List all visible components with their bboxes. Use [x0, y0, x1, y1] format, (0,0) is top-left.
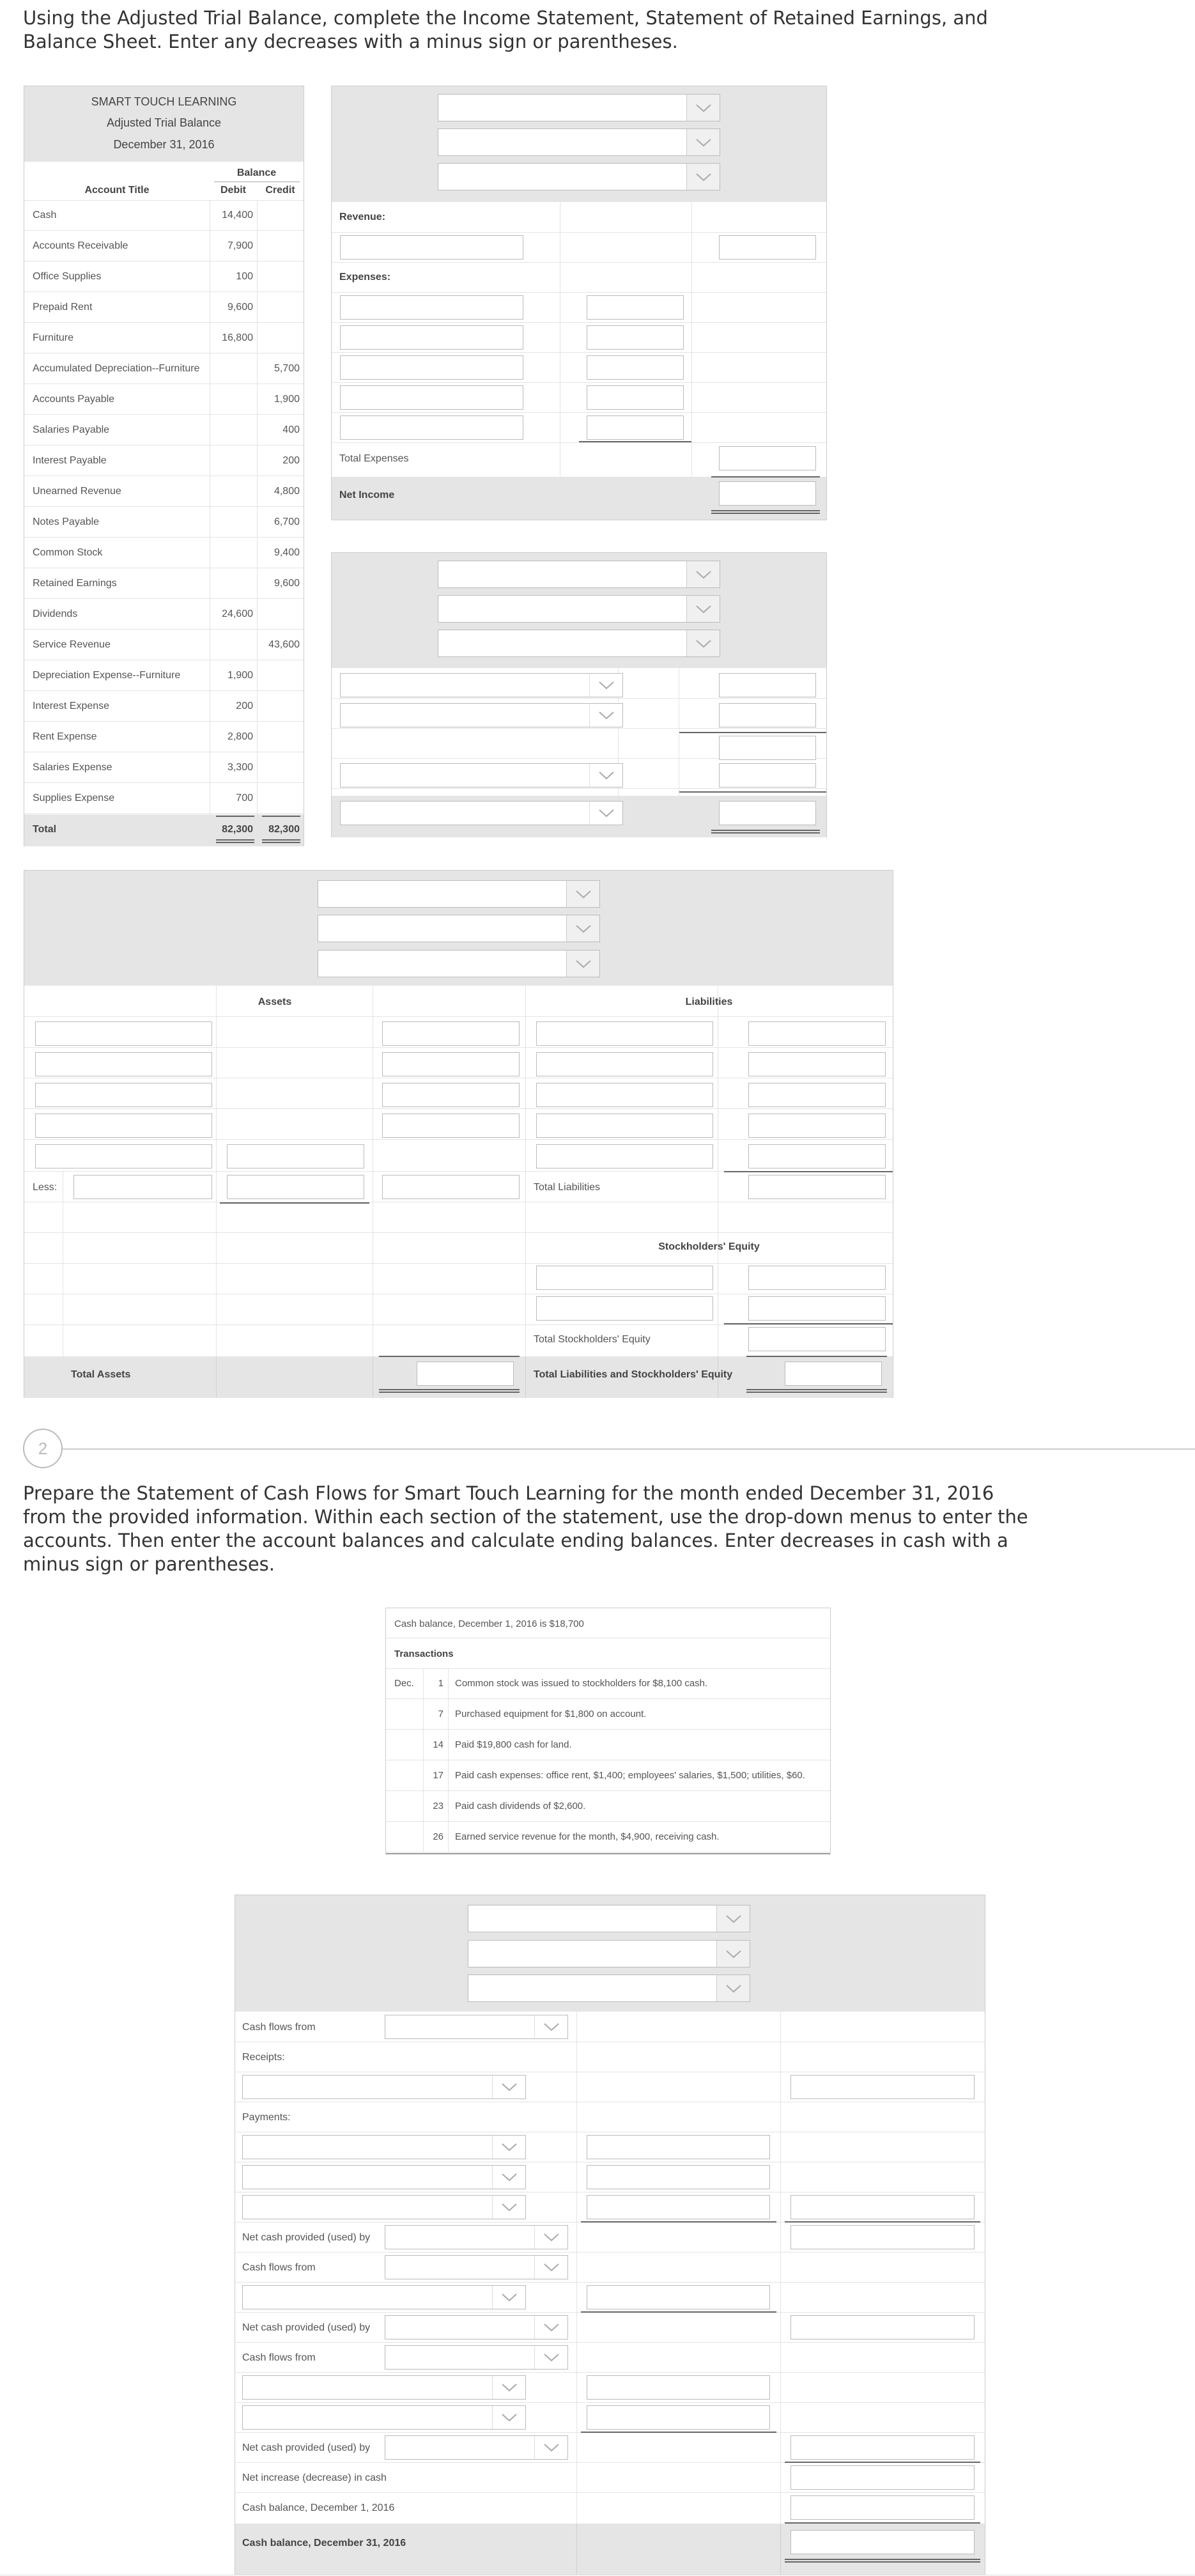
account-title: Unearned Revenue: [33, 486, 121, 497]
transactions-header: Transactions: [394, 1649, 454, 1659]
transaction-text: Paid cash dividends of $2,600.: [455, 1801, 586, 1812]
account-title: Accounts Payable: [33, 394, 115, 405]
re-less-amount-input[interactable]: [719, 763, 816, 788]
account-title: Accounts Receivable: [33, 240, 128, 251]
cf-investing-from-label: Cash flows from: [242, 2262, 316, 2273]
bs-statement-date-dropdown[interactable]: [318, 950, 600, 977]
less-amount-input[interactable]: [227, 1175, 364, 1199]
account-title: Cash: [33, 210, 57, 221]
cf-net-operating-input[interactable]: [790, 2225, 975, 2249]
credit-amount: 400: [282, 424, 300, 435]
trial-balance-row: [24, 231, 304, 261]
account-title: Salaries Payable: [33, 424, 110, 435]
transaction-text: Earned service revenue for the month, $4,900, receiving cash.: [455, 1831, 720, 1842]
total-liabilities-input[interactable]: [748, 1175, 886, 1199]
cf-financing-account-dropdown-1[interactable]: [242, 2375, 526, 2400]
adjusted-trial-balance: [24, 86, 304, 846]
asset-account-input-3[interactable]: [35, 1083, 212, 1107]
re-add-account-dropdown[interactable]: [340, 703, 623, 727]
transaction-text: Paid $19,800 cash for land.: [455, 1739, 572, 1750]
trial-balance-row: [24, 476, 304, 507]
revenue-label: Revenue:: [339, 212, 386, 222]
step2-line-3: accounts. Then enter the account balances and calculate ending balances. Enter decreases in cash with a: [23, 1530, 1008, 1551]
total-liabilities-label: Total Liabilities: [534, 1182, 601, 1193]
re-ending-amount-input[interactable]: [719, 801, 816, 825]
cf-net-investing-dropdown[interactable]: [385, 2315, 568, 2339]
asset-account-input-5[interactable]: [35, 1144, 212, 1168]
cf-financing-amount-input-1[interactable]: [587, 2375, 770, 2400]
account-title: Interest Payable: [33, 455, 107, 466]
grid-line: [235, 2402, 985, 2403]
grid-line: [235, 2282, 985, 2283]
account-title: Accumulated Depreciation--Furniture: [33, 363, 200, 374]
net-income-label: Net Income: [339, 490, 395, 500]
bs-statement-title-dropdown[interactable]: [318, 915, 600, 942]
col-credit: Credit: [265, 185, 295, 196]
cf-net-investing-label: Net cash provided (used) by: [242, 2322, 371, 2333]
expense-amount-input-1[interactable]: [587, 295, 684, 320]
trial-balance-row: [24, 292, 304, 323]
re-less-account-dropdown[interactable]: [340, 763, 623, 788]
re-beginning-account-dropdown[interactable]: [340, 673, 623, 697]
account-title: Notes Payable: [33, 516, 100, 527]
account-title: Salaries Expense: [33, 762, 112, 773]
total-liab-equity-label: Total Liabilities and Stockholders' Equity: [534, 1369, 733, 1380]
account-title: Common Stock: [33, 547, 103, 558]
trial-balance-row: [24, 568, 304, 599]
cf-company-name-dropdown[interactable]: [468, 1905, 750, 1932]
liability-amount-input-1[interactable]: [748, 1021, 886, 1046]
equity-header: Stockholders' Equity: [658, 1241, 760, 1252]
transaction-row: [386, 1822, 830, 1852]
balance-sheet: [24, 870, 893, 1398]
step-2-badge: [23, 1429, 63, 1468]
grid-line: [235, 2252, 985, 2253]
credit-amount: 5,700: [274, 363, 300, 374]
trial-balance-row: [24, 200, 304, 231]
debit-amount: 16,800: [222, 332, 253, 343]
trial-balance-row: [24, 261, 304, 292]
grid-line: [24, 1047, 893, 1048]
assets-header: Assets: [258, 997, 292, 1007]
cf-financing-activity-dropdown[interactable]: [385, 2345, 568, 2370]
transaction-row: [386, 1699, 830, 1730]
liability-account-input-1[interactable]: [536, 1021, 713, 1046]
trial-balance-row: [24, 323, 304, 353]
debit-amount: 3,300: [227, 762, 253, 773]
transaction-row: [386, 1760, 830, 1791]
trial-balance-row: [24, 384, 304, 415]
grid-line: [24, 1232, 893, 1233]
debit-amount: 1,900: [227, 670, 253, 681]
expense-amount-input-2[interactable]: [587, 325, 684, 350]
total-liab-equity-input[interactable]: [785, 1362, 882, 1386]
total-label: Total: [33, 824, 57, 835]
trial-balance-row: [24, 722, 304, 752]
cf-net-investing-input[interactable]: [790, 2315, 975, 2339]
debit-amount: 9,600: [227, 302, 253, 313]
cf-net-increase-input[interactable]: [790, 2465, 975, 2490]
grid-line: [24, 1016, 893, 1017]
trial-balance-row: [24, 783, 304, 814]
cf-receipt-amount-input[interactable]: [790, 2075, 975, 2099]
grid-line: [423, 1668, 424, 1852]
cf-investing-amount-input[interactable]: [587, 2285, 770, 2309]
step2-line-2: from the provided information. Within each section of the statement, use the drop-down menus to enter the: [23, 1506, 1028, 1528]
debit-amount: 14,400: [222, 210, 253, 221]
grid-line: [24, 1324, 893, 1325]
grid-line: [235, 2342, 985, 2343]
statement-date-dropdown[interactable]: [438, 163, 720, 190]
liability-amount-input-2[interactable]: [748, 1052, 886, 1076]
cf-net-operating-label: Net cash provided (used) by: [242, 2232, 371, 2243]
grid-line: [235, 2372, 985, 2373]
grid-line: [235, 2492, 985, 2493]
cf-net-financing-input[interactable]: [790, 2435, 975, 2460]
re-company-name-dropdown[interactable]: [438, 561, 720, 588]
total-expenses-input[interactable]: [719, 446, 816, 470]
statement-title: Adjusted Trial Balance: [106, 116, 222, 129]
debit-amount: 7,900: [227, 240, 253, 251]
account-title: Interest Expense: [33, 701, 110, 711]
account-title: Furniture: [33, 332, 74, 343]
trial-balance-row: [24, 660, 304, 691]
equity-amount-input-1[interactable]: [748, 1266, 886, 1290]
cf-ending-input[interactable]: [790, 2530, 975, 2554]
debit-amount: 700: [236, 793, 253, 803]
expenses-label: Expenses:: [339, 272, 391, 283]
transaction-row: [386, 1791, 830, 1822]
cf-financing-amount-input-2[interactable]: [587, 2405, 770, 2430]
cf-net-financing-label: Net cash provided (used) by: [242, 2442, 371, 2453]
asset-subamount-input-5[interactable]: [227, 1144, 364, 1168]
total-expenses-label: Total Expenses: [339, 453, 409, 464]
less-account-input[interactable]: [73, 1175, 212, 1199]
trial-balance-row: [24, 353, 304, 384]
account-title: Service Revenue: [33, 639, 111, 650]
transaction-day: 1: [438, 1678, 443, 1689]
account-title: Dividends: [33, 609, 78, 619]
account-title: Rent Expense: [33, 731, 97, 742]
grid-line: [24, 1263, 893, 1264]
total-assets-input[interactable]: [417, 1362, 514, 1386]
asset-account-input-2[interactable]: [35, 1052, 212, 1076]
cf-operating-from-label: Cash flows from: [242, 2022, 316, 2033]
trial-balance-row: [24, 446, 304, 476]
transaction-day: 23: [433, 1801, 443, 1812]
expense-amount-input-5[interactable]: [587, 415, 684, 440]
instructions-line-1: Using the Adjusted Trial Balance, complete the Income Statement, Statement of Retained Earnings, and: [23, 7, 988, 29]
balance-header: Balance: [236, 167, 277, 178]
trial-balance-row: [24, 691, 304, 722]
liability-account-input-3[interactable]: [536, 1083, 713, 1107]
expense-account-input-2[interactable]: [340, 325, 523, 350]
cf-operating-activity-dropdown[interactable]: [385, 2015, 568, 2039]
revenue-account-input[interactable]: [340, 235, 523, 260]
cf-payment-amount-input-3[interactable]: [587, 2195, 770, 2219]
grid-line: [448, 1668, 449, 1852]
trial-balance-row: [24, 507, 304, 538]
total-credit: 82,300: [268, 824, 300, 835]
col-account-title: Account Title: [84, 185, 150, 196]
cf-net-financing-dropdown[interactable]: [385, 2435, 568, 2460]
account-title: Depreciation Expense--Furniture: [33, 670, 181, 681]
retained-earnings-statement: [331, 552, 827, 837]
cf-payment-amount-input-2[interactable]: [587, 2165, 770, 2189]
step2-line-1: Prepare the Statement of Cash Flows for Smart Touch Learning for the month ended December 31, 2016: [23, 1482, 994, 1504]
trial-balance-row: [24, 415, 304, 446]
net-income-input[interactable]: [719, 481, 816, 506]
liability-account-input-5[interactable]: [536, 1144, 713, 1168]
equity-account-input-2[interactable]: [536, 1296, 713, 1321]
re-ending-account-dropdown[interactable]: [340, 801, 623, 825]
cf-receipt-account-dropdown[interactable]: [242, 2075, 526, 2099]
transaction-text: Purchased equipment for $1,800 on account.: [455, 1709, 647, 1719]
less-label: Less:: [33, 1182, 58, 1193]
re-subtotal-input[interactable]: [719, 736, 816, 760]
account-title: Supplies Expense: [33, 793, 115, 803]
cf-statement-title-dropdown[interactable]: [468, 1940, 750, 1967]
expense-amount-input-3[interactable]: [587, 355, 684, 380]
statement-date: December 31, 2016: [113, 138, 215, 151]
asset-amount-input-1[interactable]: [382, 1021, 520, 1046]
cash-balance-note: Cash balance, December 1, 2016 is $18,700: [394, 1618, 584, 1629]
liability-account-input-2[interactable]: [536, 1052, 713, 1076]
cash-flow-statement: [235, 1895, 985, 2575]
cf-net-operating-dropdown[interactable]: [385, 2225, 568, 2249]
expense-account-input-5[interactable]: [340, 415, 523, 440]
transaction-row: [386, 1668, 830, 1699]
cf-beginning-label: Cash balance, December 1, 2016: [242, 2502, 395, 2513]
debit-amount: 100: [236, 271, 253, 282]
re-statement-title-dropdown[interactable]: [438, 595, 720, 623]
transaction-day: 7: [438, 1709, 443, 1719]
account-title: Retained Earnings: [33, 578, 117, 589]
cf-net-increase-label: Net increase (decrease) in cash: [242, 2472, 387, 2483]
trial-balance-row: [24, 538, 304, 568]
cf-ending-label: Cash balance, December 31, 2016: [242, 2538, 406, 2549]
cf-payment-account-dropdown-3[interactable]: [242, 2195, 526, 2219]
cf-beginning-input[interactable]: [790, 2495, 975, 2520]
credit-amount: 200: [282, 455, 300, 466]
asset-amount-input-3[interactable]: [382, 1083, 520, 1107]
credit-amount: 1,900: [274, 394, 300, 405]
transaction-text: Paid cash expenses: office rent, $1,400; employees' salaries, $1,500; utilities, $60.: [455, 1770, 805, 1781]
trial-balance-row: [24, 599, 304, 630]
cf-investing-account-dropdown[interactable]: [242, 2285, 526, 2309]
credit-amount: 9,600: [274, 578, 300, 589]
instructions-line-2: Balance Sheet. Enter any decreases with a minus sign or parentheses.: [23, 31, 678, 52]
income-statement: [331, 86, 827, 520]
company-name-dropdown[interactable]: [438, 94, 720, 121]
statement-title-dropdown[interactable]: [438, 128, 720, 156]
net-asset-amount-input[interactable]: [382, 1175, 520, 1199]
transaction-day: 14: [433, 1739, 443, 1750]
transaction-day: 17: [433, 1770, 443, 1781]
transaction-month: Dec.: [394, 1678, 414, 1689]
liabilities-header: Liabilities: [685, 997, 733, 1007]
expense-account-input-1[interactable]: [340, 295, 523, 320]
liability-amount-input-5[interactable]: [748, 1144, 886, 1168]
credit-amount: 9,400: [274, 547, 300, 558]
liability-amount-input-4[interactable]: [748, 1113, 886, 1138]
grid-line: [24, 1139, 893, 1140]
expense-account-input-3[interactable]: [340, 355, 523, 380]
re-beginning-amount-input[interactable]: [719, 673, 816, 697]
equity-account-input-1[interactable]: [536, 1266, 713, 1290]
cf-payments-label: Payments:: [242, 2112, 291, 2123]
credit-amount: 4,800: [274, 486, 300, 497]
liability-amount-input-3[interactable]: [748, 1083, 886, 1107]
liability-account-input-4[interactable]: [536, 1113, 713, 1138]
asset-account-input-4[interactable]: [35, 1113, 212, 1138]
step2-line-4: minus sign or parentheses.: [23, 1553, 275, 1575]
cf-financing-from-label: Cash flows from: [242, 2352, 316, 2363]
transactions-table: [385, 1608, 831, 1854]
equity-amount-input-2[interactable]: [748, 1296, 886, 1321]
total-equity-label: Total Stockholders' Equity: [534, 1334, 651, 1345]
re-statement-date-dropdown[interactable]: [438, 630, 720, 657]
grid-line: [24, 1108, 893, 1109]
cf-financing-account-dropdown-2[interactable]: [242, 2405, 526, 2430]
re-add-amount-input[interactable]: [719, 703, 816, 727]
total-debit: 82,300: [222, 824, 253, 835]
transaction-day: 26: [433, 1831, 443, 1842]
company-name: SMART TOUCH LEARNING: [91, 95, 237, 108]
asset-amount-input-4[interactable]: [382, 1113, 520, 1138]
total-equity-input[interactable]: [748, 1327, 886, 1351]
debit-amount: 24,600: [222, 609, 253, 619]
cf-investing-activity-dropdown[interactable]: [385, 2255, 568, 2279]
revenue-amount-input[interactable]: [719, 235, 816, 260]
cf-payment-account-dropdown-1[interactable]: [242, 2135, 526, 2159]
trial-balance-row: [24, 752, 304, 783]
cf-payment-amount-input-1[interactable]: [587, 2135, 770, 2159]
transaction-text: Common stock was issued to stockholders for $8,100 cash.: [455, 1678, 708, 1689]
debit-amount: 200: [236, 701, 253, 711]
bs-company-name-dropdown[interactable]: [318, 880, 600, 908]
asset-account-input-1[interactable]: [35, 1021, 212, 1046]
cf-payment-account-dropdown-2[interactable]: [242, 2165, 526, 2189]
transaction-row: [386, 1730, 830, 1760]
col-debit: Debit: [220, 185, 246, 196]
step-number: 2: [38, 1439, 48, 1458]
account-title: Office Supplies: [33, 271, 102, 282]
trial-balance-row: [24, 630, 304, 660]
cf-receipts-label: Receipts:: [242, 2052, 285, 2063]
cf-payments-total-input[interactable]: [790, 2195, 975, 2219]
debit-amount: 2,800: [227, 731, 253, 742]
credit-amount: 6,700: [274, 516, 300, 527]
expense-account-input-4[interactable]: [340, 385, 523, 410]
total-assets-label: Total Assets: [71, 1369, 131, 1380]
expense-amount-input-4[interactable]: [587, 385, 684, 410]
credit-amount: 43,600: [268, 639, 300, 650]
asset-amount-input-2[interactable]: [382, 1052, 520, 1076]
cf-statement-date-dropdown[interactable]: [468, 1975, 750, 2002]
account-title: Prepaid Rent: [33, 302, 93, 313]
